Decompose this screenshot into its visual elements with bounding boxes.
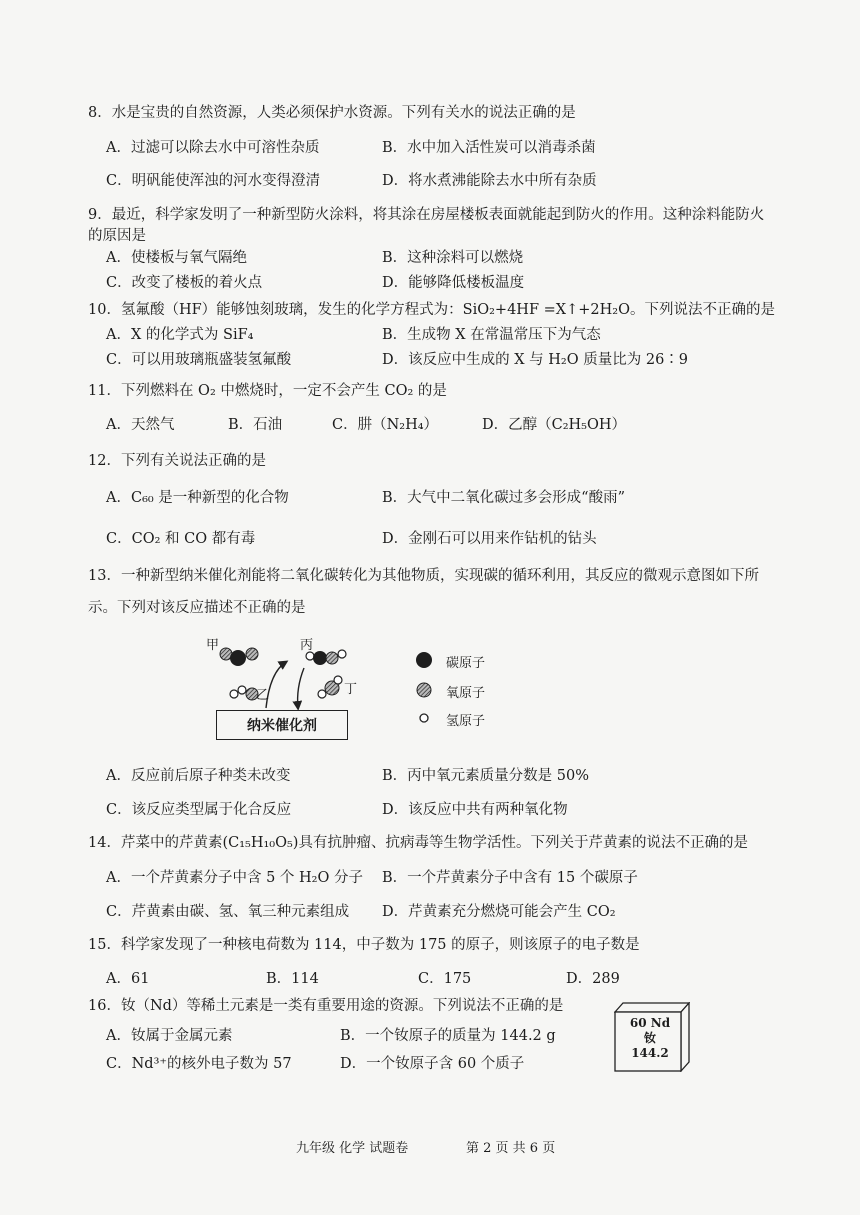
footer-page-number: 第 2 页 共 6 页 [466,1141,556,1156]
q10-option-a: A．X 的化学式为 SiF₄ [106,327,254,343]
q9-option-d: D．能够降低楼板温度 [382,275,525,291]
q12-option-d: D．金刚石可以用来作钻机的钻头 [382,531,597,547]
q11-option-c: C．肼（N₂H₄） [332,417,439,433]
q8-option-a: A．过滤可以除去水中可溶性杂质 [106,140,320,156]
q12-option-c: C．CO₂ 和 CO 都有毒 [106,531,256,547]
q16-option-a: A．钕属于金属元素 [106,1028,233,1044]
q8-option-d: D．将水煮沸能除去水中所有杂质 [382,173,597,189]
legend-carbon-symbol [416,652,432,668]
molecule-ding [318,676,342,698]
q14-stem: 14．芹菜中的芹黄素(C₁₅H₁₀O₅)具有抗肿瘤、抗病毒等生物学活性。下列关于芹黄素的说法不正确的是 [88,835,748,851]
q11-option-b: B．石油 [228,417,283,433]
q15-option-c: C．175 [418,971,472,987]
q8-option-b: B．水中加入活性炭可以消毒杀菌 [382,140,596,156]
q9-stem-line1: 9．最近，科学家发明了一种新型防火涂料，将其涂在房屋楼板表面就能起到防火的作用。这种涂料能防火 [88,207,765,223]
q11-option-a: A．天然气 [106,417,175,433]
label-ding: 丁 [344,682,358,697]
q14-option-a: A．一个芹黄素分子中含 5 个 H₂O 分子 [106,870,363,886]
label-jia: 甲 [206,638,220,653]
legend-oxygen-symbol [417,683,431,697]
q8-option-c: C．明矾能使浑浊的河水变得澄清 [106,173,321,189]
q13-option-b: B．丙中氧元素质量分数是 50% [382,768,589,784]
q10-option-b: B．生成物 X 在常温常压下为气态 [382,327,601,343]
q13-option-d: D．该反应中共有两种氧化物 [382,802,568,818]
reaction-arrow-out [298,668,304,708]
q12-option-a: A．C₆₀ 是一种新型的化合物 [106,490,289,506]
element-mass: 144.2 [631,1046,669,1060]
label-bing: 丙 [300,638,314,653]
q16-stem: 16．钕（Nd）等稀土元素是一类有重要用途的资源。下列说法不正确的是 [88,998,564,1014]
q11-stem: 11．下列燃料在 O₂ 中燃烧时，一定不会产生 CO₂ 的是 [88,383,447,399]
q13-stem-line1: 13．一种新型纳米催化剂能将二氧化碳转化为其他物质，实现碳的循环利用，其反应的微观示意图如下所 [88,568,759,584]
element-name: 钕 [643,1031,656,1045]
q16-option-b: B．一个钕原子的质量为 144.2 g [340,1028,556,1044]
q10-stem: 10．氢氟酸（HF）能够蚀刻玻璃，发生的化学方程式为：SiO₂+4HF =X↑+2H₂O。下列说法不正确的是 [88,302,775,318]
q16-option-c: C．Nd³⁺的核外电子数为 57 [106,1056,292,1072]
legend-hydrogen-label: 氢原子 [446,714,486,729]
q15-stem: 15．科学家发现了一种核电荷数为 114，中子数为 175 的原子，则该原子的电子数是 [88,937,640,953]
q9-option-b: B．这种涂料可以燃烧 [382,250,524,266]
q9-option-a: A．使楼板与氧气隔绝 [106,250,247,266]
element-tile-text [618,1016,682,1061]
legend-oxygen-label: 氧原子 [446,686,486,701]
q14-option-d: D．芹黄素充分燃烧可能会产生 CO₂ [382,904,616,920]
element-number-symbol: 60 Nd [629,1016,671,1030]
q15-option-b: B．114 [266,971,319,987]
reaction-diagram [200,632,560,744]
q12-option-b: B．大气中二氧化碳过多会形成“酸雨” [382,490,625,506]
q15-option-d: D．289 [566,971,620,987]
label-yi: 乙 [256,688,270,703]
q15-option-a: A．61 [106,971,150,987]
molecule-yi [230,686,258,700]
q14-option-b: B．一个芹黄素分子中含有 15 个碳原子 [382,870,638,886]
q9-option-c: C．改变了楼板的着火点 [106,275,263,291]
catalyst-box: 纳米催化剂 [216,710,348,740]
legend-carbon-label: 碳原子 [446,656,486,671]
q13-option-c: C．该反应类型属于化合反应 [106,802,292,818]
q8-stem: 8．水是宝贵的自然资源，人类必须保护水资源。下列有关水的说法正确的是 [88,105,576,121]
q9-stem-line2: 的原因是 [88,228,146,244]
q13-stem-line2: 示。下列对该反应描述不正确的是 [88,600,306,616]
q10-option-d: D．该反应中生成的 X 与 H₂O 质量比为 26∶9 [382,352,689,368]
q16-option-d: D．一个钕原子含 60 个质子 [340,1056,525,1072]
q14-option-c: C．芹黄素由碳、氢、氧三种元素组成 [106,904,350,920]
molecule-jia [220,648,258,666]
q13-option-a: A．反应前后原子种类未改变 [106,768,291,784]
q12-stem: 12．下列有关说法正确的是 [88,453,266,469]
q11-option-d: D．乙醇（C₂H₅OH） [482,417,627,433]
element-tile-nd [614,1002,690,1072]
footer-subject: 九年级 化学 试题卷 [296,1141,409,1156]
legend-hydrogen-symbol [420,714,428,722]
q10-option-c: C．可以用玻璃瓶盛装氢氟酸 [106,352,292,368]
